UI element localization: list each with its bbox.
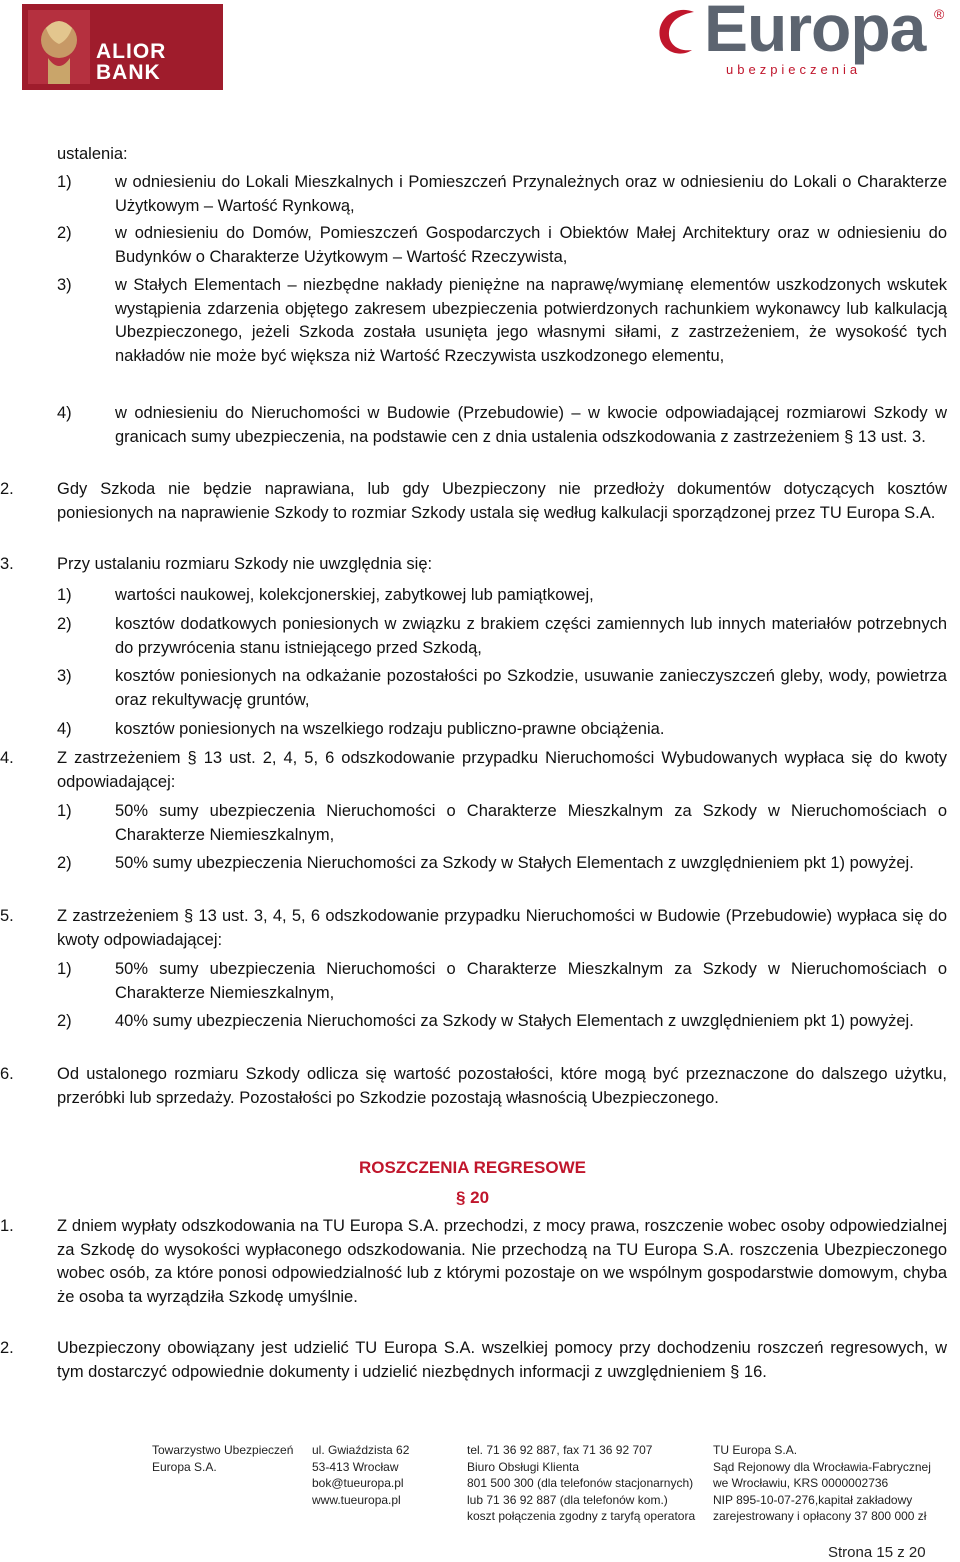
list-item-text: 50% sumy ubezpieczenia Nieruchomości o Charakterze Mieszkalnym za Szkody w Nieruchomościach o Charakterze Niemieszkalnym, (115, 960, 947, 1002)
list-item (57, 1010, 947, 1034)
list-item (57, 665, 947, 712)
list-item-number: 3) (57, 667, 72, 685)
list-item (57, 852, 947, 876)
list-item-text: 50% sumy ubezpieczenia Nieruchomości za Szkody w Stałych Elementach z uwzględnieniem pkt 1) powyżej. (115, 854, 914, 872)
list-item-number: 2) (57, 854, 72, 872)
footer-line: TU Europa S.A. (713, 1443, 798, 1457)
footer-col-company (152, 1442, 293, 1475)
section-4 (0, 747, 947, 794)
section-5 (0, 905, 947, 952)
list-item (57, 800, 947, 847)
footer-line: 801 500 300 (dla telefonów stacjonarnych) (467, 1476, 694, 1490)
list-item (57, 718, 947, 742)
footer-line: 53-413 Wrocław (312, 1459, 399, 1474)
footer-col-contact (467, 1442, 695, 1525)
regress-item-2 (0, 1337, 947, 1384)
europa-logo-subtitle: ubezpieczenia (726, 62, 862, 77)
europa-logo-word: Europa (704, 0, 926, 65)
section-text: Gdy Szkoda nie będzie naprawiana, lub gdy Ubezpieczony nie przedłoży dokumentów dotyczących kosztów poniesionych na naprawienie Szkody to rozmiar Szkody ustala się według kalkulacji sporządzonej przez TU Europa S.A. (57, 480, 947, 522)
section-6 (0, 1063, 947, 1110)
list-item-text: 50% sumy ubezpieczenia Nieruchomości o Charakterze Mieszkalnym za Szkody w Nieruchomościach o Charakterze Niemieszkalnym, (115, 802, 947, 844)
footer-line: we Wrocławiu, KRS 0000002736 (713, 1476, 889, 1490)
list-item-number: 3) (57, 276, 72, 294)
list-item-number: 1) (57, 960, 72, 978)
section-text: Od ustalonego rozmiaru Szkody odlicza się wartość pozostałości, które mogą być przeznaczone do dalszego użytku, przeróbki lub sprzedaży. Pozostałości po Szkodzie pozostają własnością Ubezpieczonego. (57, 1065, 947, 1107)
lead-text: ustalenia: (57, 145, 128, 163)
page-number: Strona 15 z 20 (828, 1544, 926, 1561)
page-header (0, 0, 960, 100)
list-item (57, 402, 947, 449)
list-item-text: w Stałych Elementach – niezbędne nakłady pieniężne na naprawę/wymianę elementów uszkodzonych wskutek wystąpienia zdarzenia objętego zakresem ubezpieczenia potwierdzonych rachunkiem wykonawcy lub kalkulacją Ubezpieczonego, jeżeli Szkoda została usunięta jego własnymi siłami, z zastrzeżeniem, że wysokość tych nakładów nie może być większa niż Wartość Rzeczywista uszkodzonego elementu, (115, 276, 947, 365)
section-number: 6. (0, 1065, 14, 1083)
footer-col-registry (713, 1442, 931, 1525)
footer-line: lub 71 36 92 887 (dla telefonów kom.) (467, 1492, 668, 1507)
footer-line: Europa S.A. (152, 1459, 217, 1474)
section-text: Z zastrzeżeniem § 13 ust. 2, 4, 5, 6 odszkodowanie przypadku Nieruchomości Wybudowanych wypłaca się do kwoty odpowiadającej: (57, 749, 947, 791)
europa-swirl-icon (654, 6, 698, 58)
list-item-text: 40% sumy ubezpieczenia Nieruchomości za Szkody w Stałych Elementach z uwzględnieniem pkt 1) powyżej. (115, 1012, 914, 1030)
regress-item-1 (0, 1215, 947, 1309)
list-item (57, 274, 947, 368)
europa-registered-mark: ® (934, 6, 945, 22)
footer-line: Towarzystwo Ubezpieczeń (152, 1443, 294, 1457)
list-item (57, 958, 947, 1005)
list-item-text: kosztów dodatkowych poniesionych w związku z brakiem części zamiennych lub innych materiałów potrzebnych do przywrócenia stanu istniejącego przed Szkodą, (115, 615, 947, 657)
list-item-number: 1) (57, 586, 72, 604)
list-item-text: w odniesieniu do Nieruchomości w Budowie (Przebudowie) – w kwocie odpowiadającej rozmiarowi Szkody w granicach sumy ubezpieczenia, na podstawie cen z dnia ustalenia odszkodowania z zastrzeżeniem § 13 ust. 3. (115, 404, 947, 446)
footer-line: Sąd Rejonowy dla Wrocławia-Fabrycznej (713, 1459, 931, 1474)
footer-line: koszt połączenia zgodny z taryfą operatora (467, 1509, 696, 1523)
footer-line: zarejestrowany i opłacony 37 800 000 zł (713, 1509, 927, 1523)
footer-website-link[interactable]: www.tueuropa.pl (312, 1492, 401, 1507)
section-text: Z zastrzeżeniem § 13 ust. 3, 4, 5, 6 odszkodowanie przypadku Nieruchomości w Budowie (Przebudowie) wypłaca się do kwoty odpowiadającej: (57, 907, 947, 949)
section-heading: ROSZCZENIA REGRESOWE (359, 1158, 586, 1177)
section-text: Ubezpieczony obowiązany jest udzielić TU Europa S.A. wszelkiej pomocy przy dochodzeniu roszczeń regresowych, w tym dostarczyć odpowiednie dokumenty i udzielić niezbędnych informacji z uwzględnieniem § 16. (57, 1339, 947, 1381)
section-2 (0, 478, 947, 525)
europa-logo (654, 2, 960, 82)
list-item (57, 222, 947, 269)
paragraph-number: § 20 (455, 1188, 490, 1207)
list-item-number: 4) (57, 404, 72, 422)
alior-logo-line2: BANK (96, 61, 161, 84)
list-item-number: 2) (57, 615, 72, 633)
section-number: 5. (0, 907, 14, 925)
section-text: Przy ustalaniu rozmiaru Szkody nie uwzględnia się: (57, 555, 433, 573)
footer-col-address (312, 1442, 409, 1508)
list-item-text: kosztów poniesionych na odkażanie pozostałości po Szkodzie, usuwanie zanieczyszczeń gleby, wody, powietrza oraz rekultywację gruntów, (115, 667, 947, 709)
section-number: 1. (0, 1217, 14, 1235)
alior-bank-logo (22, 4, 223, 90)
footer-line: NIP 895-10-07-276,kapitał zakładowy (713, 1492, 913, 1507)
footer-line: tel. 71 36 92 887, fax 71 36 92 707 (467, 1443, 653, 1457)
section-3 (0, 553, 947, 577)
footer-email-link[interactable]: bok@tueuropa.pl (312, 1476, 404, 1490)
section-number: 2. (0, 1339, 14, 1357)
list-item-text: w odniesieniu do Domów, Pomieszczeń Gospodarczych i Obiektów Małej Architektury oraz w odniesieniu do Budynków o Charakterze Użytkowym – Wartość Rzeczywista, (115, 224, 947, 266)
alior-logo-line1: ALIOR (96, 40, 167, 63)
list-item (57, 171, 947, 218)
list-item-number: 2) (57, 224, 72, 242)
list-item (57, 613, 947, 660)
footer-line: ul. Gwiaździsta 62 (312, 1443, 410, 1457)
list-item-number: 1) (57, 802, 72, 820)
section-number: 3. (0, 555, 14, 573)
alior-emblem-icon (28, 10, 90, 84)
list-item-text: kosztów poniesionych na wszelkiego rodzaju publiczno-prawne obciążenia. (115, 720, 665, 738)
section-text: Z dniem wypłaty odszkodowania na TU Europa S.A. przechodzi, z mocy prawa, roszczenie wobec osoby odpowiedzialnej za Szkodę do wysokości wypłaconego odszkodowania. Nie przechodzą na TU Europa S.A. roszczenia Ubezpieczonego wobec osób, za które ponosi odpowiedzialność lub z którymi pozostaje on we wspólnym gospodarstwie domowym, chyba że osoba ta wyrządziła Szkodę umyślnie. (57, 1217, 947, 1306)
list-item (57, 584, 947, 608)
footer-line: Biuro Obsługi Klienta (467, 1459, 580, 1474)
list-item-text: w odniesieniu do Lokali Mieszkalnych i Pomieszczeń Przynależnych oraz w odniesieniu do Lokali o Charakterze Użytkowym – Wartość Rynkową, (115, 173, 947, 215)
list-item-number: 1) (57, 173, 72, 191)
section-number: 2. (0, 480, 14, 498)
list-item-number: 4) (57, 720, 72, 738)
list-item-number: 2) (57, 1012, 72, 1030)
section-number: 4. (0, 749, 14, 767)
list-item-text: wartości naukowej, kolekcjonerskiej, zabytkowej lub pamiątkowej, (115, 586, 594, 604)
